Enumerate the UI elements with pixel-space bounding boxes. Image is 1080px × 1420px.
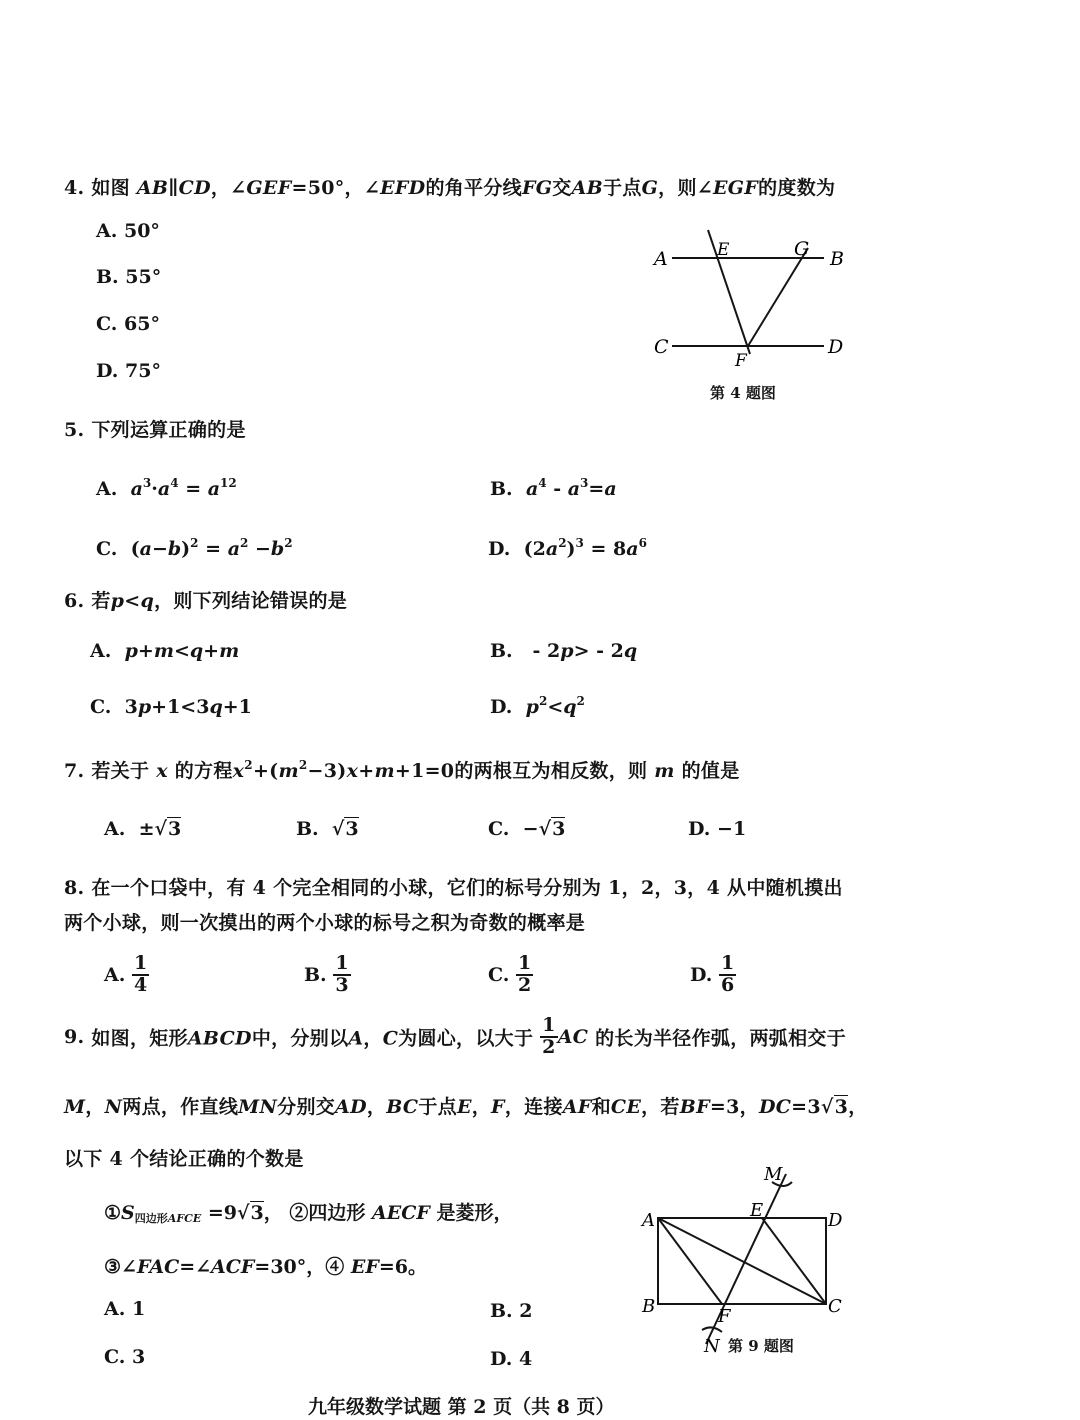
q7-expr-c: −√3 [516,818,566,840]
q8-stem-line1: 8. 在一个口袋中，有 4 个完全相同的小球，它们的标号分别为 1，2，3，4 从中随机摸出 [64,877,843,899]
q9-option-a: A. 1 [104,1298,146,1320]
q8-option-c: C. $\frac{1}{2}$ [488,952,532,996]
q5-expr-d: $(2a^2)^3 = 8a^6$ [517,536,647,560]
q4-option-c: C. 65° [96,313,160,335]
q5-expr-a: $a^3\cdot a^4 = a^{12}$ [130,476,237,500]
q5-expr-b: $a^4 - a^3=a$ [525,476,617,500]
q7-option-a: A. ±√3 [104,818,182,840]
q6-expr-a: p+m<q+m [124,640,240,662]
q9-stem-line1: 9. 如图，矩形ABCD中，分别以A，C为圆心，以大于 $\frac{1}{2}$ AC 的长为半径作弧，两弧相交于 [64,1014,846,1058]
label-m: M [764,1164,783,1185]
q9-option-c: C. 3 [104,1346,146,1368]
q6-option-d: D. $p^2<q^2$ [490,694,585,718]
q6-expr-c: 3p+1<3q+1 [118,696,252,718]
label-a: A [642,1210,655,1231]
q7-option-b: B. √3 [296,818,359,840]
q9-option-d: D. 4 [490,1348,533,1370]
q9-conclusions-line1: $①S_{四边形AFCE} =9√3$， ②四边形 AECF 是菱形， [104,1202,513,1225]
label-e: E [750,1200,764,1221]
q7-expr-d: −1 [717,818,747,840]
segment-ce [762,1218,826,1304]
q9-stem-line3: 以下 4 个结论正确的个数是 [64,1148,304,1170]
q9-option-b: B. 2 [490,1300,533,1322]
q8-fraction-c: $\frac{1}{2}$ [518,952,532,996]
q8-fraction-d: $\frac{1}{6}$ [721,952,735,996]
q6-number: 6. [64,590,85,612]
q8-fraction-a: $\frac{1}{4}$ [133,952,148,996]
q6-option-a: A. p+m<q+m [90,640,240,662]
q7-expr-a: ±√3 [131,818,182,840]
q8-stem-line2: 两个小球，则一次摸出的两个小球的标号之积为奇数的概率是 [64,912,586,934]
q9-half-fraction: $\frac{1}{2}$ [542,1014,556,1058]
label-b: B [642,1296,656,1317]
q5-option-c: C. $(a-b)^2 = a^2 -b^2$ [96,536,293,560]
label-f: F [735,351,747,371]
q4-stem: 4. 如图 AB∥CD，∠GEF=50°，∠EFD的角平分线FG交AB于点G，则∠EGF的度数为 [64,177,836,199]
q4-option-b: B. 55° [96,266,162,288]
q8-fraction-b: $\frac{1}{3}$ [335,952,349,996]
q6-option-c: C. 3p+1<3q+1 [90,696,252,718]
segment-af [658,1218,722,1304]
q6-expr-b: - 2p> - 2q [519,640,638,662]
page-footer: 九年级数学试题 第 2 页（共 8 页） [308,1396,615,1418]
q7-option-c: C. −√3 [488,818,566,840]
label-b: B [830,248,844,270]
q8-option-b: B. $\frac{1}{3}$ [304,952,349,996]
line-fg [748,248,808,346]
q4-number: 4. [64,177,85,199]
q6-option-b: B. - 2p> - 2q [490,640,638,662]
q5-stem: 5. 下列运算正确的是 [64,419,246,441]
q4-option-d: D. 75° [96,360,161,382]
label-d: D [828,336,844,358]
label-d: D [828,1210,843,1231]
q6-expr-d: $p^2<q^2$ [525,694,585,718]
label-f: F [718,1306,731,1327]
q5-expr-c: $(a-b)^2 = a^2 -b^2$ [124,536,293,560]
label-c: C [828,1296,842,1317]
label-c: C [654,336,669,358]
q8-number: 8. [64,877,85,899]
diagonal-ac [658,1218,826,1304]
q9-stem-line2: M，N两点，作直线MN分别交AD，BC于点E，F，连接AF和CE，若BF=3，DC=3√3， [64,1096,868,1118]
q9-figure [636,1160,866,1360]
q7-expr-b: √3 [325,818,359,840]
q5-option-a: A. $a^3\cdot a^4 = a^{12}$ [96,476,237,500]
q8-option-d: D. $\frac{1}{6}$ [690,952,735,996]
label-n: N [704,1336,720,1357]
q7-number: 7. [64,760,85,782]
q8-option-a: A. $\frac{1}{4}$ [104,952,148,996]
q9-conclusions-line2: ③∠FAC=∠ACF=30°，④ EF=6。 [104,1256,428,1278]
label-a: A [654,248,668,270]
label-e: E [717,240,730,260]
q7-equation: $x^2+(m^2-3)x+m+1=0$ [232,758,455,782]
q7-stem: 7. 若关于 x 的方程$x^2+(m^2-3)x+m+1=0$的两根互为相反数，则 m 的值是 [64,758,740,782]
q6-stem: 6. 若p<q，则下列结论错误的是 [64,590,348,612]
q9-figure-caption: 第 9 题图 [728,1337,794,1355]
q7-option-d: D. −1 [688,818,747,840]
q5-number: 5. [64,419,85,441]
label-g: G [794,238,810,260]
q5-option-d: D. $(2a^2)^3 = 8a^6$ [488,536,647,560]
q4-figure-caption: 第 4 题图 [710,384,776,402]
q4-figure [640,220,870,371]
q4-option-a: A. 50° [96,220,160,242]
q5-option-b: B. $a^4 - a^3=a$ [490,476,617,500]
q9-number: 9. [64,1025,85,1048]
